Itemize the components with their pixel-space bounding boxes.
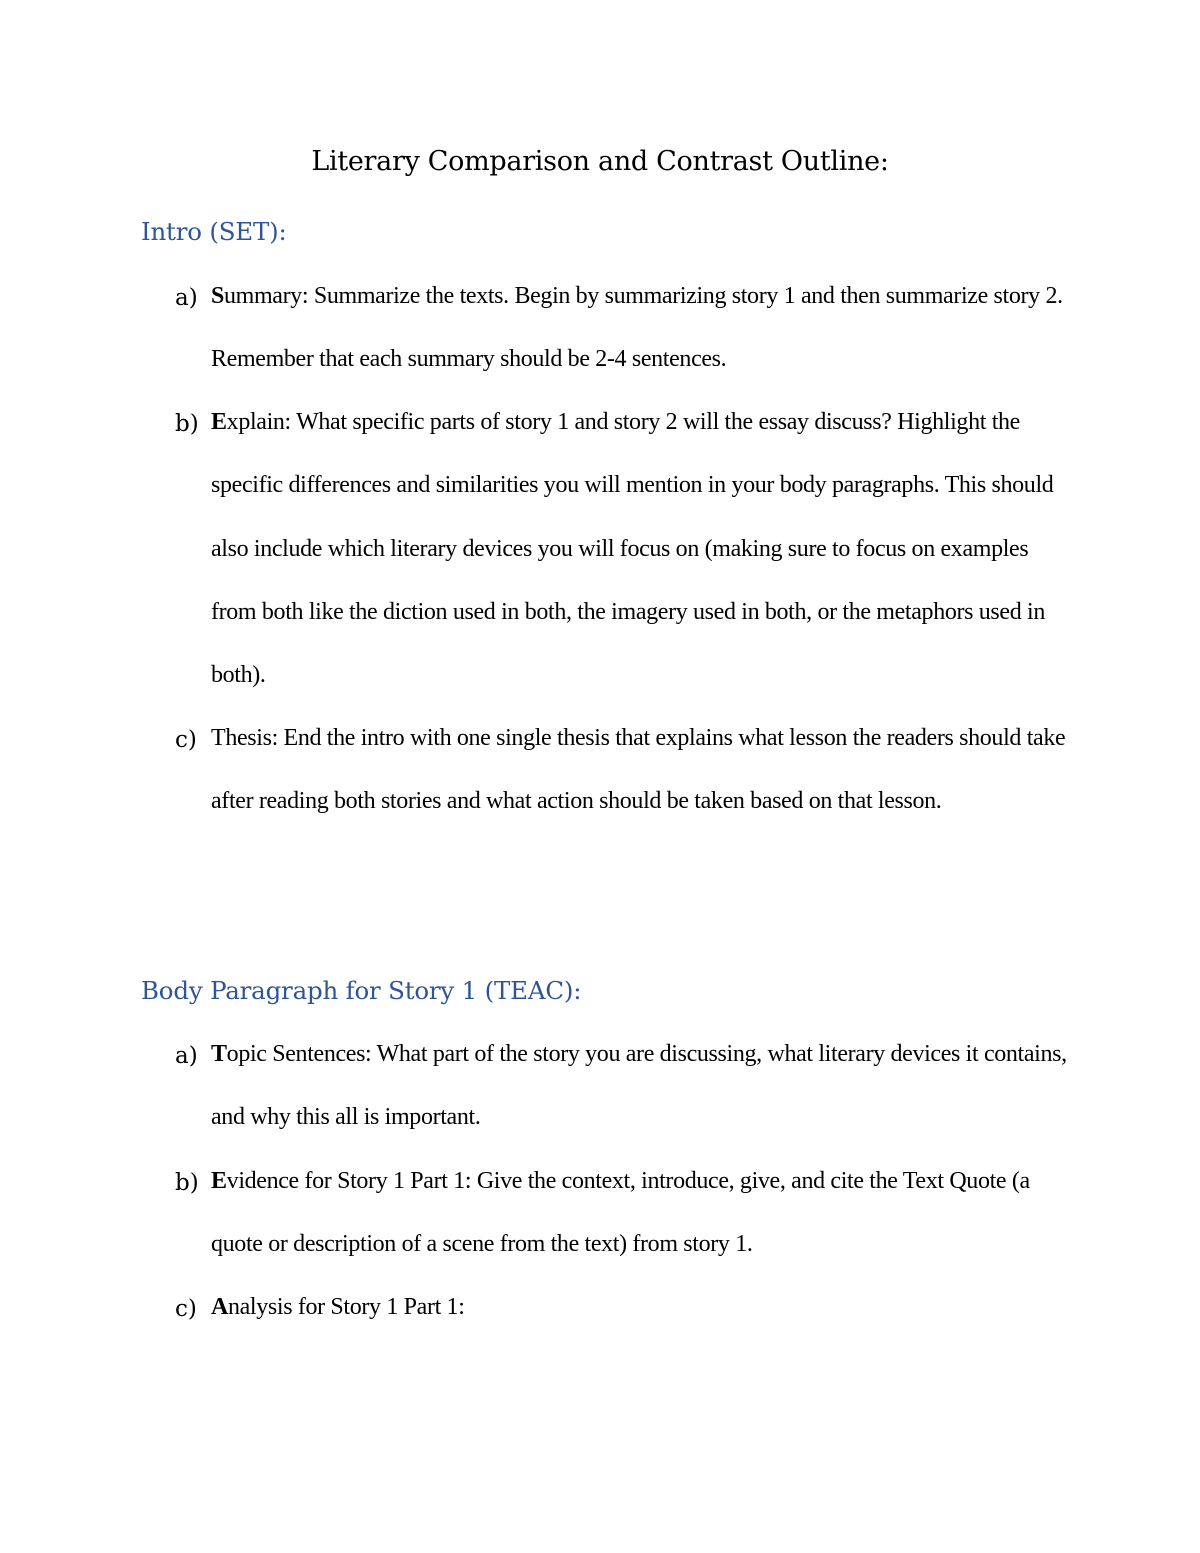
list-item-analysis	[211, 1276, 1071, 1339]
list-item-summary	[211, 265, 1071, 392]
item-description: Give the context, introduce, give, and cite the Text Quote (a quote or description of a scene from the text) from story 1.	[211, 1168, 1030, 1258]
section-heading-body-paragraph: Body Paragraph for Story 1 (TEAC):	[141, 976, 582, 1005]
item-term-initial: E	[211, 1168, 227, 1194]
item-term-rest: hesis:	[225, 725, 278, 751]
list-marker: b)	[175, 411, 199, 437]
item-description: Summarize the texts. Begin by summarizing story 1 and then summarize story 2. Remember that each summary should be 2-4 sentences.	[211, 283, 1063, 373]
item-term-rest: opic Sentences:	[226, 1041, 372, 1067]
document-title: Literary Comparison and Contrast Outline:	[311, 146, 889, 177]
item-term-rest: xplain:	[226, 409, 291, 435]
item-term-initial: T	[211, 1041, 227, 1067]
item-term-rest: nalysis for Story 1 Part 1:	[227, 1294, 465, 1320]
item-term-initial: E	[211, 409, 227, 435]
list-item-thesis	[211, 707, 1071, 834]
item-term-initial: S	[211, 283, 224, 309]
list-marker: a)	[175, 1043, 198, 1069]
list-marker: a)	[175, 285, 198, 311]
item-description: What part of the story you are discussing, what literary devices it contains, and why this all is important.	[211, 1041, 1067, 1131]
item-term-rest: ummary:	[224, 283, 309, 309]
item-term-initial: A	[211, 1294, 228, 1320]
list-item-topic-sentences	[211, 1023, 1071, 1150]
item-description: What specific parts of story 1 and story 2 will the essay discuss? Highlight the specific differences and similarities you will mention in your body paragraphs. This should also include which literary devices you will focus on (making sure to focus on examples from both like the diction used in both, the imagery used in both, or the metaphors used in both).	[211, 409, 1054, 689]
list-marker: c)	[175, 1296, 197, 1322]
item-term-initial: T	[211, 725, 226, 751]
list-item-evidence	[211, 1150, 1071, 1277]
item-description: End the intro with one single thesis that explains what lesson the readers should take after reading both stories and what action should be taken based on that lesson.	[211, 725, 1066, 815]
section-heading-intro: Intro (SET):	[141, 217, 287, 246]
list-item-explain	[211, 391, 1071, 707]
list-marker: c)	[175, 727, 197, 753]
item-term-rest: vidence for Story 1 Part 1:	[226, 1168, 472, 1194]
list-marker: b)	[175, 1170, 199, 1196]
